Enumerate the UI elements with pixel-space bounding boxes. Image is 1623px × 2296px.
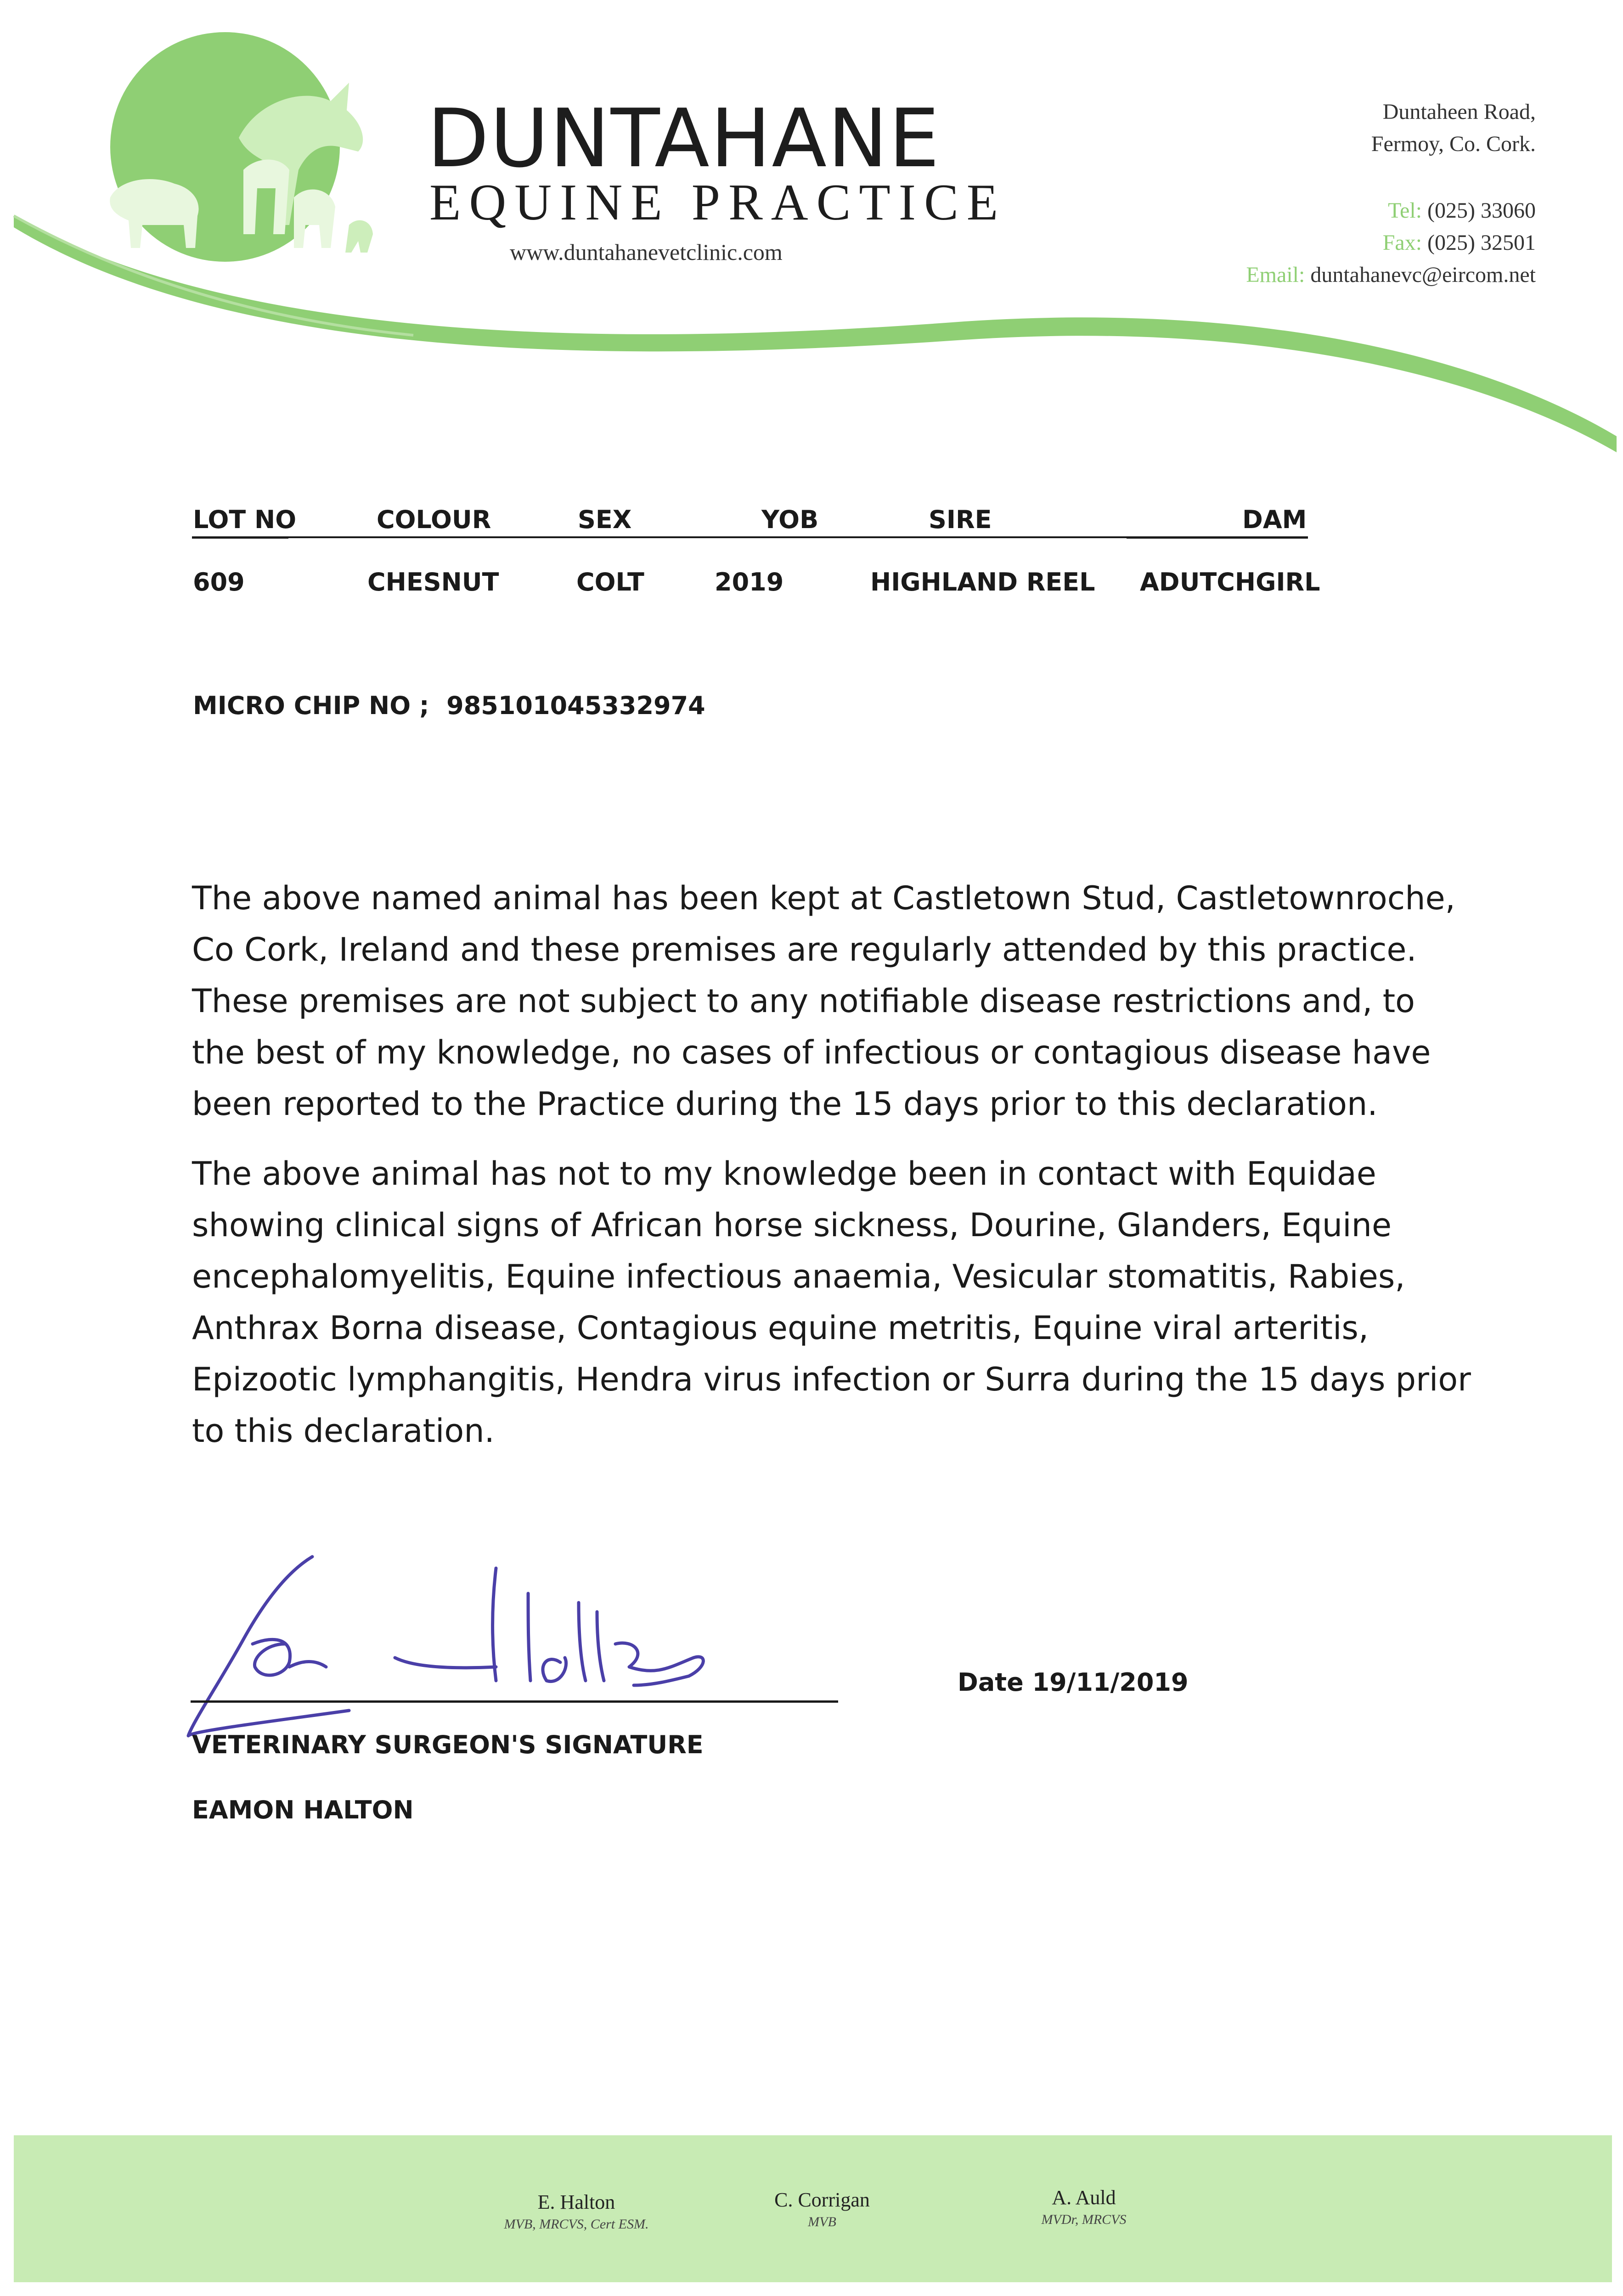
- staff-quals: MVDr, MRCVS: [1041, 2212, 1127, 2227]
- fax-label: Fax:: [1382, 231, 1422, 255]
- logo-emblem: [92, 32, 377, 289]
- paragraph-2-line: Epizootic lymphangitis, Hendra virus infection or Surra during the 15 days prior: [192, 1361, 1471, 1398]
- staff-quals: MVB, MRCVS, Cert ESM.: [504, 2217, 649, 2232]
- microchip-number: 985101045332974: [446, 691, 705, 720]
- paragraph-1-line: These premises are not subject to any notifiable disease restrictions and, to: [192, 982, 1415, 1020]
- underline-dam: [1127, 536, 1308, 539]
- microchip-label: MICRO CHIP NO ;: [193, 691, 429, 720]
- staff-name: C. Corrigan: [774, 2189, 870, 2211]
- header-sire: SIRE: [929, 505, 992, 534]
- paragraph-1: [192, 872, 1478, 1130]
- paragraph-2-line: showing clinical signs of African horse sickness, Dourine, Glanders, Equine: [192, 1206, 1392, 1244]
- date-value: 19/11/2019: [1032, 1668, 1189, 1697]
- paragraph-1-line: The above named animal has been kept at Castletown Stud, Castletownroche,: [192, 879, 1455, 917]
- address-line-2: Fermoy, Co. Cork.: [1371, 132, 1536, 156]
- microchip-line: [193, 691, 705, 720]
- value-dam: ADUTCHGIRL: [1140, 568, 1320, 597]
- staff-member: [992, 2186, 1176, 2228]
- header-dam: DAM: [1242, 505, 1307, 534]
- date-line: [958, 1668, 1189, 1697]
- handwritten-signature: [175, 1529, 817, 1750]
- practice-name: DUNTAHANE: [427, 92, 941, 186]
- value-sire: HIGHLAND REEL: [870, 568, 1095, 597]
- staff-member: [730, 2188, 914, 2230]
- header-lot-no: LOT NO: [193, 505, 297, 534]
- fax-value: (025) 32501: [1427, 231, 1536, 255]
- cat-icon: [345, 220, 373, 253]
- header-rule: [288, 536, 1127, 538]
- signatory-name: EAMON HALTON: [192, 1795, 414, 1824]
- header-yob: YOB: [761, 505, 819, 534]
- paragraph-2: [192, 1148, 1478, 1457]
- dog-icon: [294, 190, 335, 248]
- header-sex: SEX: [578, 505, 632, 534]
- signature-line: [191, 1700, 838, 1703]
- paragraph-2-line: to this declaration.: [192, 1412, 495, 1450]
- signature-label: VETERINARY SURGEON'S SIGNATURE: [192, 1730, 704, 1759]
- sheep-icon: [110, 179, 198, 248]
- tel-value: (025) 33060: [1427, 198, 1536, 223]
- value-colour: CHESNUT: [367, 568, 499, 597]
- value-lot-no: 609: [193, 568, 245, 597]
- tel-label: Tel:: [1388, 198, 1422, 223]
- staff-name: E. Halton: [537, 2191, 615, 2213]
- fax-line: [1383, 227, 1536, 259]
- paragraph-1-line: Co Cork, Ireland and these premises are regularly attended by this practice.: [192, 931, 1417, 968]
- underline-lot-no: [192, 536, 288, 539]
- practice-website: www.duntahanevetclinic.com: [510, 239, 783, 265]
- email-label: Email:: [1246, 263, 1305, 287]
- paragraph-2-line: The above animal has not to my knowledge been in contact with Equidae: [192, 1155, 1376, 1193]
- value-yob: 2019: [715, 568, 784, 597]
- email-line: [1246, 259, 1536, 291]
- footer-band: [14, 2135, 1612, 2282]
- header-colour: COLOUR: [377, 505, 491, 534]
- practice-subtitle: EQUINE PRACTICE: [429, 174, 1007, 231]
- paragraph-2-line: Anthrax Borna disease, Contagious equine metritis, Equine viral arteritis,: [192, 1309, 1369, 1347]
- value-sex: COLT: [576, 568, 644, 597]
- email-value: duntahanevc@eircom.net: [1310, 263, 1536, 287]
- date-label: Date: [958, 1668, 1024, 1697]
- staff-member: [473, 2190, 680, 2232]
- paragraph-2-line: encephalomyelitis, Equine infectious anaemia, Vesicular stomatitis, Rabies,: [192, 1258, 1405, 1295]
- staff-name: A. Auld: [1052, 2186, 1116, 2209]
- paragraph-1-line: been reported to the Practice during the 15 days prior to this declaration.: [192, 1085, 1378, 1123]
- address-line-1: Duntaheen Road,: [1382, 100, 1536, 124]
- staff-quals: MVB: [808, 2214, 836, 2229]
- tel-line: [1388, 195, 1536, 226]
- paragraph-1-line: the best of my knowledge, no cases of infectious or contagious disease have: [192, 1034, 1431, 1071]
